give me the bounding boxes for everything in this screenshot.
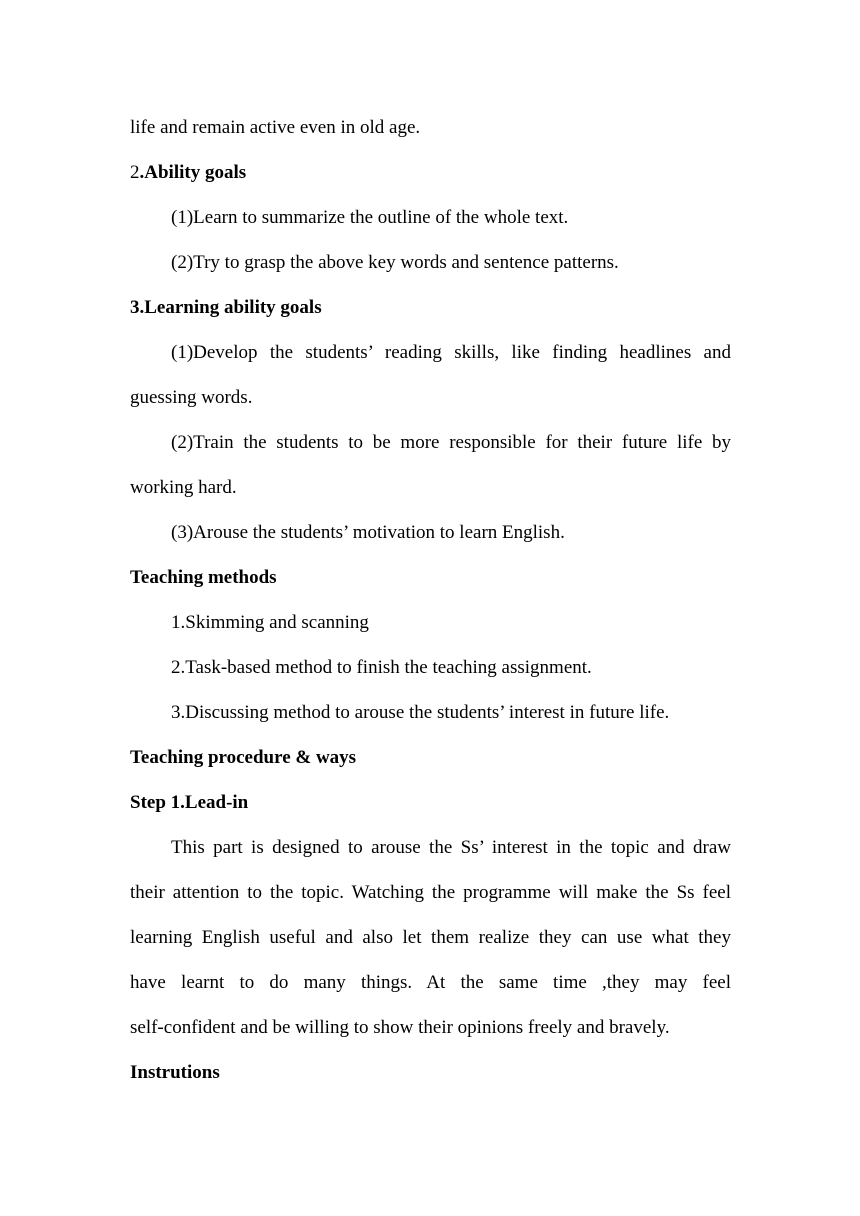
- learning-goal-1-line-1: (1)Develop the students’ reading skills, like finding headlines and: [171, 342, 731, 363]
- step1-paragraph-line-1: This part is designed to arouse the Ss’ interest in the topic and draw: [171, 837, 731, 858]
- method-3: 3.Discussing method to arouse the students’ interest in future life.: [171, 702, 670, 723]
- learning-goal-2-line-2: working hard.: [130, 477, 237, 498]
- heading-instrutions: Instrutions: [130, 1062, 220, 1083]
- ability-goal-1: (1)Learn to summarize the outline of the whole text.: [171, 207, 569, 228]
- heading-ability-text: .Ability goals: [139, 162, 247, 183]
- learning-goal-3: (3)Arouse the students’ motivation to learn English.: [171, 522, 565, 543]
- method-1: 1.Skimming and scanning: [171, 612, 369, 633]
- step1-paragraph-line-2: their attention to the topic. Watching the programme will make the Ss feel: [130, 882, 731, 903]
- learning-goal-1-line-2: guessing words.: [130, 387, 253, 408]
- paragraph-life-continuation: life and remain active even in old age.: [130, 117, 421, 138]
- step1-paragraph-line-5: self-confident and be willing to show their opinions freely and bravely.: [130, 1017, 670, 1038]
- ability-goal-2: (2)Try to grasp the above key words and sentence patterns.: [171, 252, 619, 273]
- heading-ability-number: 2: [130, 162, 140, 183]
- step1-paragraph-line-3: learning English useful and also let them realize they can use what they: [130, 927, 731, 948]
- step1-paragraph-line-4: have learnt to do many things. At the same time ,they may feel: [130, 972, 731, 993]
- heading-ability-goals: [130, 161, 731, 185]
- heading-learning-ability-goals: 3.Learning ability goals: [130, 297, 322, 318]
- heading-teaching-methods: Teaching methods: [130, 567, 277, 588]
- heading-teaching-procedure: Teaching procedure & ways: [130, 747, 357, 768]
- learning-goal-2-line-1: (2)Train the students to be more responsible for their future life by: [171, 432, 731, 453]
- method-2: 2.Task-based method to finish the teaching assignment.: [171, 657, 592, 678]
- heading-step-1: Step 1.Lead-in: [130, 792, 249, 813]
